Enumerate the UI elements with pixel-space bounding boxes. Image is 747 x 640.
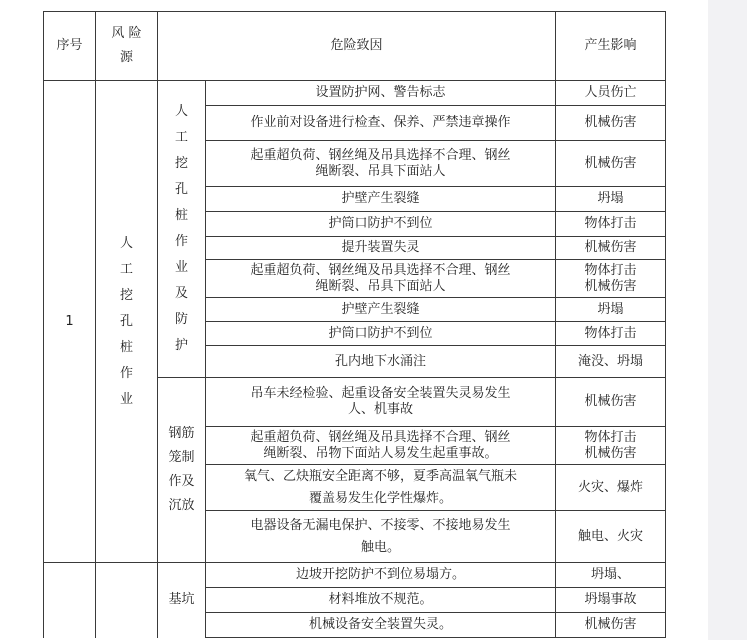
- cause-cell: 孔内地下水涌注: [206, 346, 556, 378]
- impact-cell: 坍塌: [556, 298, 666, 322]
- cause-cell: 护壁产生裂缝: [206, 298, 556, 322]
- impact-cell: 物体打击: [556, 322, 666, 346]
- impact-cell: 人员伤亡: [556, 81, 666, 106]
- cause-cell: 提升装置失灵: [206, 237, 556, 260]
- table-row: [44, 81, 666, 106]
- subcategory-foundation-pit: 基坑: [158, 563, 206, 638]
- subcategory-pile-digging: 人 工 挖 孔 桩 作 业 及 防 护: [158, 81, 206, 378]
- impact-cell: 火灾、爆炸: [556, 465, 666, 511]
- group-source: 人 工 挖 孔 桩 作 业: [96, 81, 158, 563]
- impact-cell: 物体打击 机械伤害: [556, 260, 666, 298]
- risk-table: [43, 11, 666, 638]
- cause-cell: 吊车未经检验、起重设备安全装置失灵易发生 人、机事故: [206, 378, 556, 427]
- cause-cell: 机械设备安全装置失灵。: [206, 613, 556, 638]
- cause-cell: 氧气、乙炔瓶安全距离不够，夏季高温氧气瓶未 覆盖易发生化学性爆炸。: [206, 465, 556, 511]
- impact-cell: 坍塌: [556, 187, 666, 212]
- cause-cell: 设置防护网、警告标志: [206, 81, 556, 106]
- header-cause: 危险致因: [158, 12, 556, 81]
- header-row: [44, 12, 666, 81]
- cause-cell: 电器设备无漏电保护、不接零、不接地易发生 触电。: [206, 511, 556, 563]
- impact-cell: 淹没、坍塌: [556, 346, 666, 378]
- impact-cell: 触电、火灾: [556, 511, 666, 563]
- subcategory-rebar-cage: 钢筋 笼制 作及 沉放: [158, 378, 206, 563]
- group2-no: [44, 563, 96, 638]
- cause-cell: 起重超负荷、钢丝绳及吊具选择不合理、钢丝 绳断裂、吊物下面站人易发生起重事故。: [206, 427, 556, 465]
- impact-cell: 机械伤害: [556, 237, 666, 260]
- cause-cell: 起重超负荷、钢丝绳及吊具选择不合理、钢丝 绳断裂、吊具下面站人: [206, 260, 556, 298]
- header-source: 风 险 源: [96, 12, 158, 81]
- impact-cell: 机械伤害: [556, 378, 666, 427]
- cause-cell: 护筒口防护不到位: [206, 322, 556, 346]
- cause-cell: 起重超负荷、钢丝绳及吊具选择不合理、钢丝 绳断裂、吊具下面站人: [206, 141, 556, 187]
- group2-source: [96, 563, 158, 638]
- impact-cell: 机械伤害: [556, 613, 666, 638]
- cause-cell: 护壁产生裂缝: [206, 187, 556, 212]
- cause-cell: 护筒口防护不到位: [206, 212, 556, 237]
- cause-cell: 作业前对设备进行检查、保养、严禁违章操作: [206, 106, 556, 141]
- cause-cell: 边坡开挖防护不到位易塌方。: [206, 563, 556, 588]
- impact-cell: 物体打击 机械伤害: [556, 427, 666, 465]
- header-no: 序号: [44, 12, 96, 81]
- impact-cell: 机械伤害: [556, 106, 666, 141]
- cause-cell: 材料堆放不规范。: [206, 588, 556, 613]
- table-row: [44, 563, 666, 588]
- header-impact: 产生影响: [556, 12, 666, 81]
- impact-cell: 坍塌、: [556, 563, 666, 588]
- scrollbar[interactable]: [708, 0, 747, 640]
- impact-cell: 物体打击: [556, 212, 666, 237]
- impact-cell: 坍塌事故: [556, 588, 666, 613]
- impact-cell: 机械伤害: [556, 141, 666, 187]
- group-no: 1: [44, 81, 96, 563]
